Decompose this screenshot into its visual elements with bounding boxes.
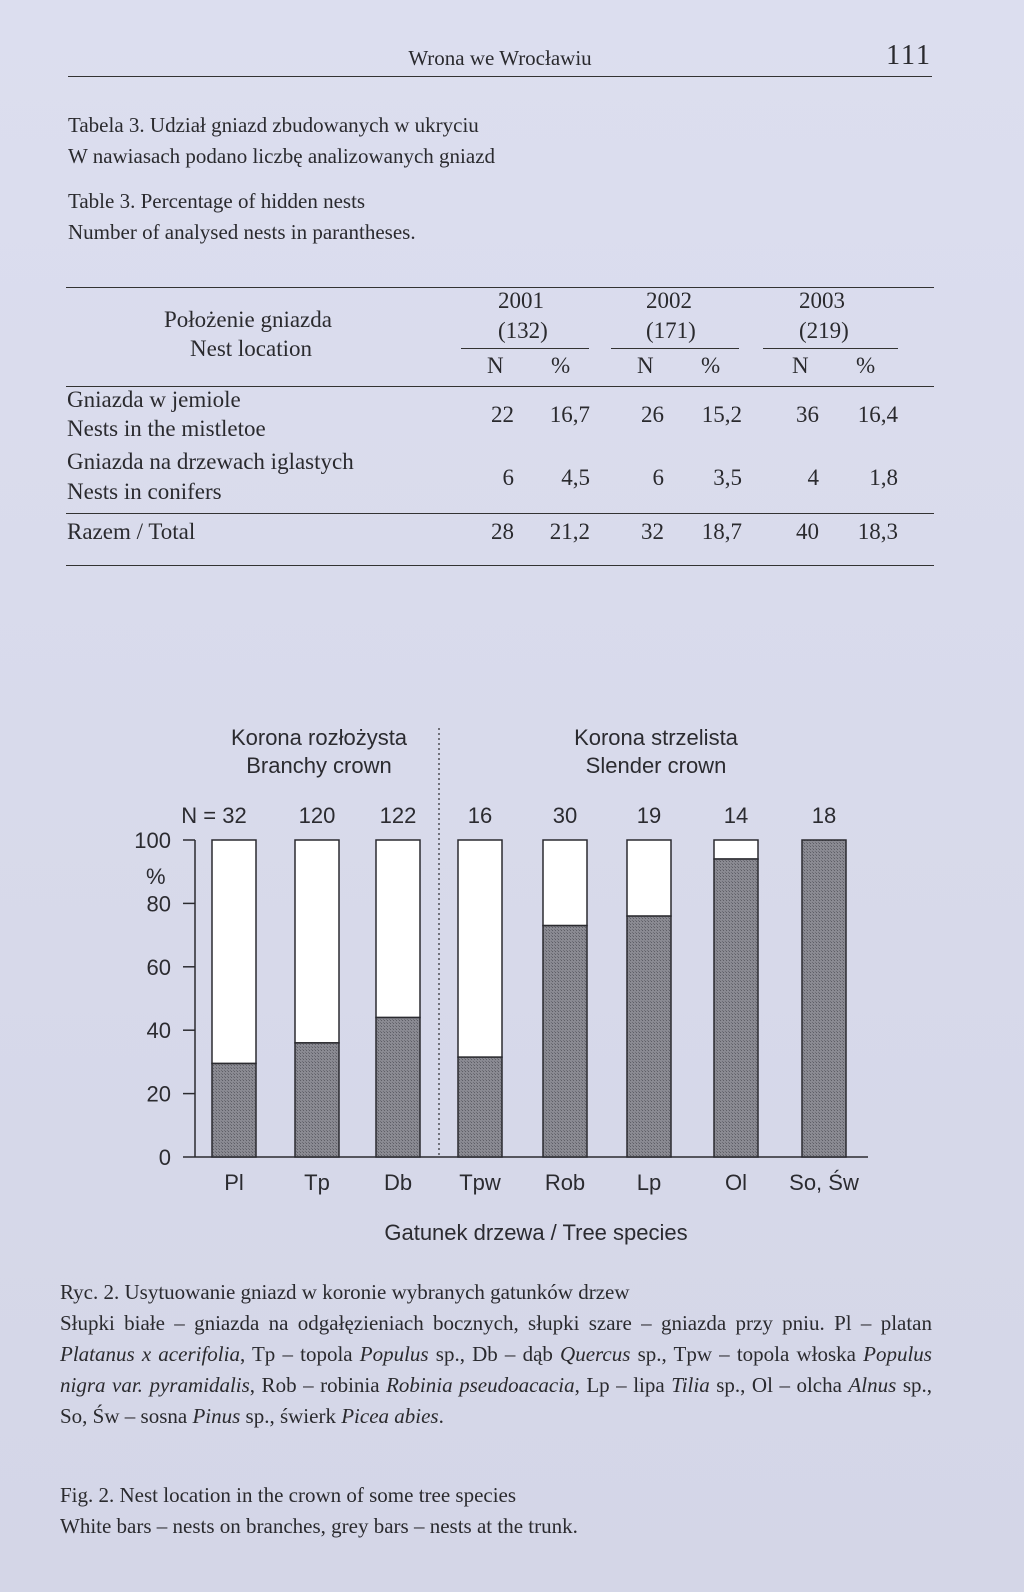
fig-caption-en-text: White bars – nests on branches, grey bars – nests at the trunk.: [60, 1514, 578, 1538]
cell: 15,2: [701, 402, 742, 427]
bar-branches: [295, 840, 339, 1043]
table-caption-pl-note: W nawiasach podano liczbę analizowanych gniazd: [68, 144, 496, 168]
cell: 4,5: [561, 465, 590, 490]
category-label: Db: [383, 1170, 413, 1195]
bar-branches: [376, 840, 420, 1018]
sub-pct-2003: %: [856, 353, 876, 378]
location-header-pl: Położenie gniazda: [164, 307, 332, 332]
bar-branches: [212, 840, 256, 1063]
sub-n-2003: N: [792, 353, 809, 378]
bar-branches: [458, 840, 502, 1057]
year-2001: 2001: [498, 288, 544, 313]
group-label-en: Branchy crown: [246, 753, 392, 778]
group-label-pl: Korona strzelista: [574, 725, 738, 750]
fig-caption-pl-body: Słupki białe – gniazda na odgałęzieniach bocznych, słupki szare – gniazda przy pniu. Pl – platan Platanus x acerifolia, Tp – topola Populus sp., Db – dąb Quercus sp., Tpw – topola włoska Populus nigra var. pyramidalis, Rob – robinia Robinia pseudoacacia, Lp – lipa Tilia sp., Ol – olcha Alnus sp., So, Św – sosna Pinus sp., świerk Picea abies.: [60, 1311, 932, 1428]
y-tick-label: 100: [134, 828, 171, 853]
sub-pct-2002: %: [701, 353, 721, 378]
category-label: Ol: [725, 1170, 747, 1195]
category-label: Rob: [544, 1170, 586, 1195]
location-header-en: Nest location: [190, 336, 312, 361]
cell: 16,7: [549, 402, 590, 427]
cell: 18,7: [701, 519, 742, 544]
cell: 28: [491, 519, 514, 544]
year-2002: 2002: [646, 288, 692, 313]
group-label-pl: Korona rozłożysta: [230, 725, 408, 750]
cell: 18,3: [857, 519, 898, 544]
row-total-label: Razem / Total: [67, 519, 196, 544]
page-number: 111: [886, 40, 932, 71]
cell: 36: [796, 402, 819, 427]
cell: 26: [641, 402, 664, 427]
n-label: 16: [467, 803, 493, 828]
bar-trunk: [543, 926, 587, 1157]
bar-trunk: [212, 1063, 256, 1157]
n-label: 30: [552, 803, 578, 828]
cell: 16,4: [857, 402, 898, 427]
y-tick-label: 20: [146, 1081, 171, 1107]
row-mistletoe-pl: Gniazda w jemiole: [67, 387, 241, 412]
table-caption-pl-title: Tabela 3. Udział gniazd zbudowanych w ukryciu: [68, 113, 479, 137]
n-label: 19: [636, 803, 662, 828]
cell: 6: [502, 465, 514, 490]
n-label: 120: [298, 803, 336, 828]
bar-branches: [543, 840, 587, 926]
n-label: 122: [379, 803, 417, 828]
cell: 22: [491, 402, 514, 427]
cell: 3,5: [713, 465, 742, 490]
sub-n-2001: N: [487, 353, 504, 378]
bar-trunk: [714, 859, 758, 1157]
fig-caption-pl: [60, 1277, 932, 1432]
category-label: So, Św: [789, 1170, 859, 1195]
cell: 6: [652, 465, 664, 490]
year-2003: 2003: [799, 288, 845, 313]
bar-branches: [714, 840, 758, 859]
category-label: Lp: [636, 1170, 662, 1195]
category-label: Tpw: [459, 1170, 501, 1195]
group-label-en: Slender crown: [585, 753, 727, 778]
bar-trunk: [295, 1043, 339, 1157]
sub-n-2002: N: [637, 353, 654, 378]
fig-caption-pl-title: Ryc. 2. Usytuowanie gniazd w koronie wybranych gatunków drzew: [60, 1280, 630, 1304]
cell: 4: [807, 465, 819, 490]
year-2003-n: (219): [799, 318, 849, 343]
bar-trunk: [458, 1057, 502, 1157]
running-title: Wrona we Wrocławiu: [408, 46, 592, 70]
cell: 21,2: [549, 519, 590, 544]
sub-pct-2001: %: [551, 353, 571, 378]
bar-branches: [627, 840, 671, 916]
cell: 40: [796, 519, 819, 544]
category-label: Tp: [304, 1170, 330, 1195]
bar-trunk: [802, 840, 846, 1157]
y-axis-label: %: [146, 864, 166, 889]
bar-trunk: [376, 1018, 420, 1157]
y-tick-label: 80: [146, 891, 171, 917]
table-caption-en-note: Number of analysed nests in parantheses.: [68, 220, 416, 244]
year-2001-n: (132): [498, 318, 548, 343]
y-tick-label: 60: [146, 954, 171, 980]
bar-trunk: [627, 916, 671, 1157]
x-axis-title: Gatunek drzewa / Tree species: [384, 1220, 688, 1245]
n-label: 18: [811, 803, 837, 828]
year-2002-n: (171): [646, 318, 696, 343]
fig-caption-en: [60, 1480, 932, 1542]
n-label: 14: [723, 803, 749, 828]
cell: 1,8: [869, 465, 898, 490]
y-tick-label: 40: [146, 1018, 171, 1044]
n-label: N = 32: [181, 803, 247, 828]
y-tick-label: 0: [158, 1145, 171, 1170]
fig-caption-en-title: Fig. 2. Nest location in the crown of some tree species: [60, 1483, 517, 1507]
row-conifers-en: Nests in conifers: [67, 479, 222, 504]
row-conifers-pl: Gniazda na drzewach iglastych: [67, 449, 354, 474]
category-label: Pl: [224, 1170, 244, 1195]
row-mistletoe-en: Nests in the mistletoe: [67, 416, 266, 441]
table-caption-en-title: Table 3. Percentage of hidden nests: [68, 189, 366, 213]
cell: 32: [641, 519, 664, 544]
